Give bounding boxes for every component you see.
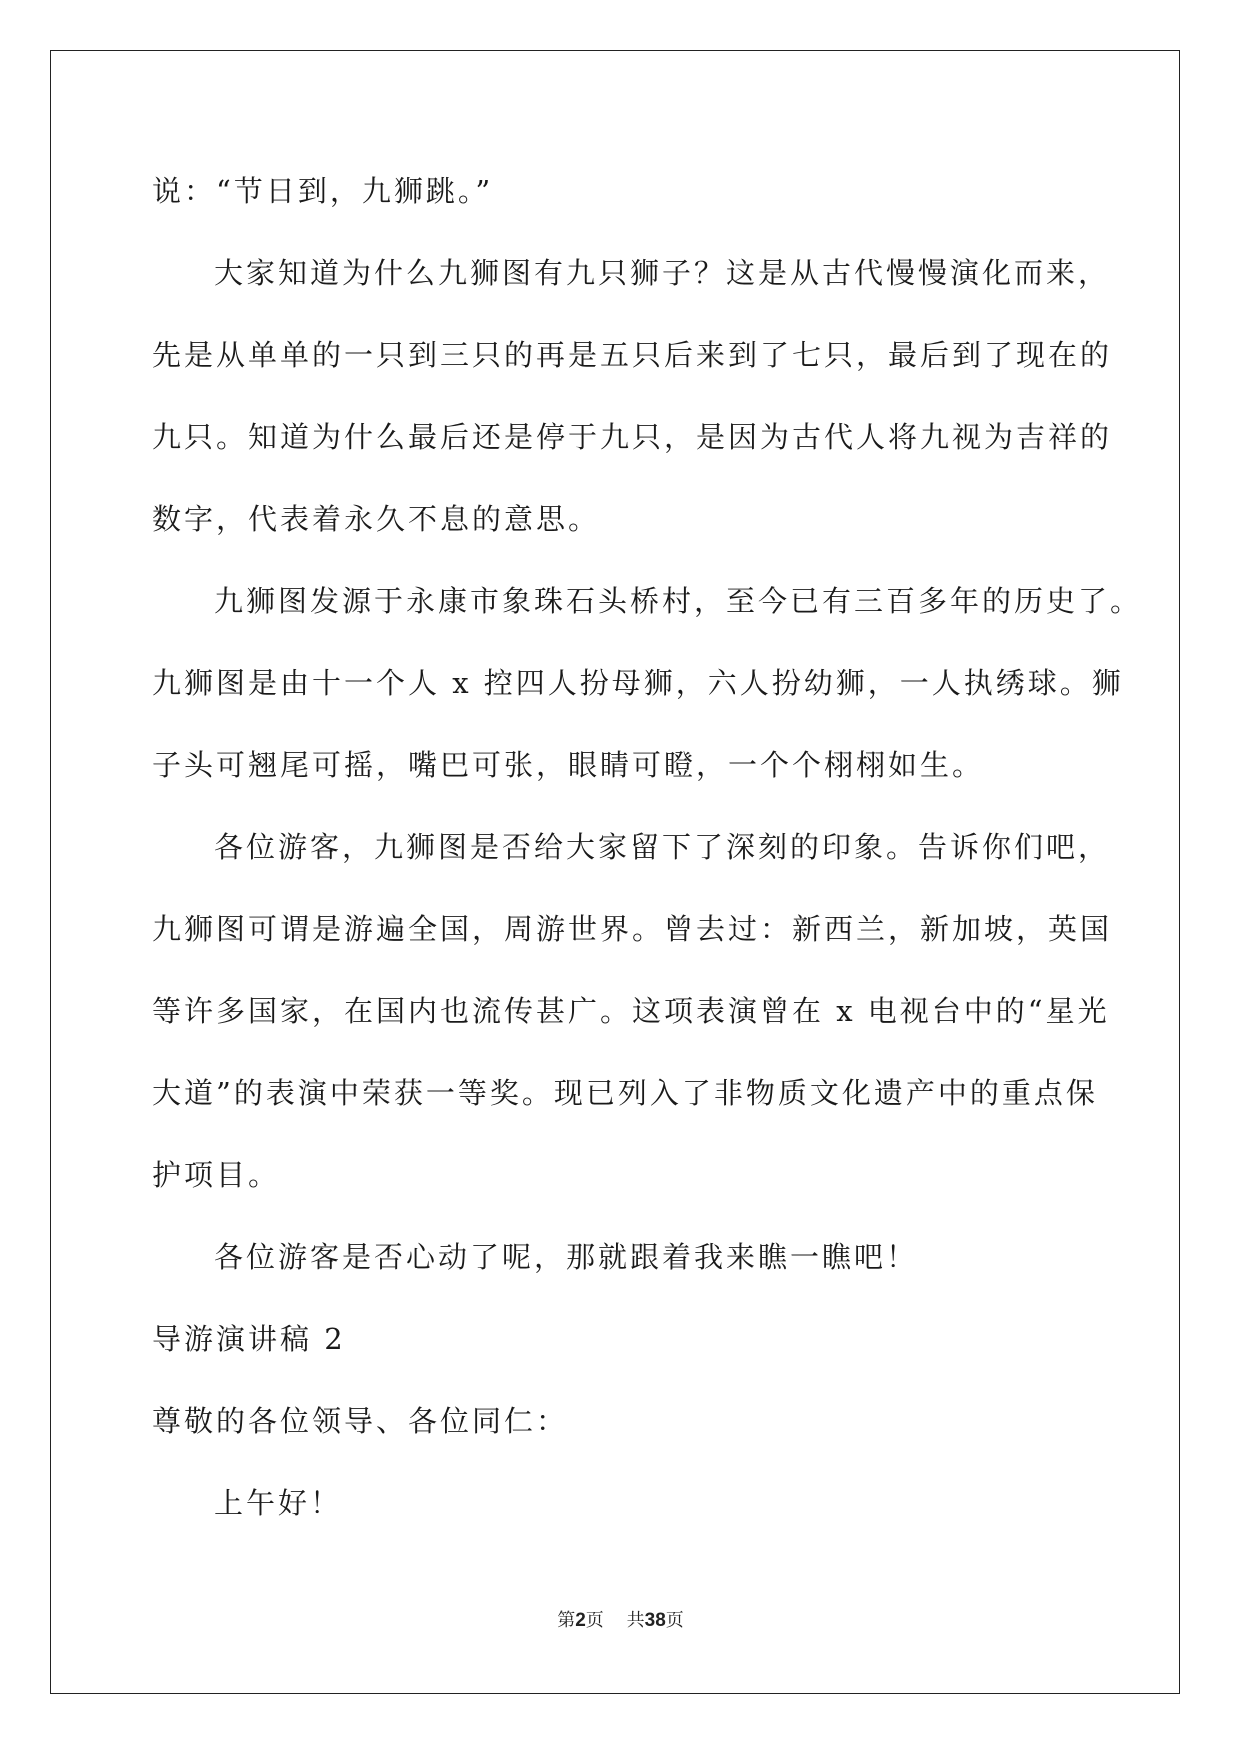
paragraph-line: 大家知道为什么九狮图有九只狮子？这是从古代慢慢演化而来， bbox=[214, 256, 1111, 290]
salutation: 尊敬的各位领导、各位同仁： bbox=[152, 1404, 569, 1438]
page-footer bbox=[0, 1606, 1241, 1632]
section-heading: 导游演讲稿 2 bbox=[152, 1322, 346, 1356]
footer-total-unit: 页 bbox=[665, 1610, 684, 1631]
paragraph-line: 说：“节日到，九狮跳。” bbox=[152, 174, 494, 208]
total-pages-number: 38 bbox=[644, 1610, 666, 1631]
current-page-number: 2 bbox=[575, 1610, 586, 1631]
paragraph-line: 数字，代表着永久不息的意思。 bbox=[152, 502, 601, 536]
paragraph-line: 九狮图发源于永康市象珠石头桥村，至今已有三百多年的历史了。 bbox=[214, 584, 1143, 618]
paragraph-line: 九狮图可谓是游遍全国，周游世界。曾去过：新西兰，新加坡，英国 bbox=[152, 912, 1113, 946]
paragraph-line: 护项目。 bbox=[152, 1158, 281, 1192]
paragraph-line: 九狮图是由十一个人 x 控四人扮母狮，六人扮幼狮，一人执绣球。狮 bbox=[152, 666, 1124, 700]
paragraph-line: 等许多国家，在国内也流传甚广。这项表演曾在 x 电视台中的“星光 bbox=[152, 994, 1110, 1028]
paragraph-line: 大道”的表演中荣获一等奖。现已列入了非物质文化遗产中的重点保 bbox=[152, 1076, 1098, 1110]
greeting: 上午好！ bbox=[214, 1486, 343, 1520]
paragraph-line: 子头可翘尾可摇，嘴巴可张，眼睛可瞪，一个个栩栩如生。 bbox=[152, 748, 985, 782]
paragraph-line: 各位游客是否心动了呢，那就跟着我来瞧一瞧吧！ bbox=[214, 1240, 919, 1274]
document-body bbox=[152, 150, 1143, 1544]
paragraph-line: 各位游客，九狮图是否给大家留下了深刻的印象。告诉你们吧， bbox=[214, 830, 1111, 864]
footer-total-prefix: 共 bbox=[626, 1610, 645, 1631]
footer-prefix: 第 bbox=[557, 1610, 576, 1631]
footer-page-unit: 页 bbox=[585, 1610, 604, 1631]
paragraph-line: 九只。知道为什么最后还是停于九只，是因为古代人将九视为吉祥的 bbox=[152, 420, 1113, 454]
paragraph-line: 先是从单单的一只到三只的再是五只后来到了七只，最后到了现在的 bbox=[152, 338, 1113, 372]
